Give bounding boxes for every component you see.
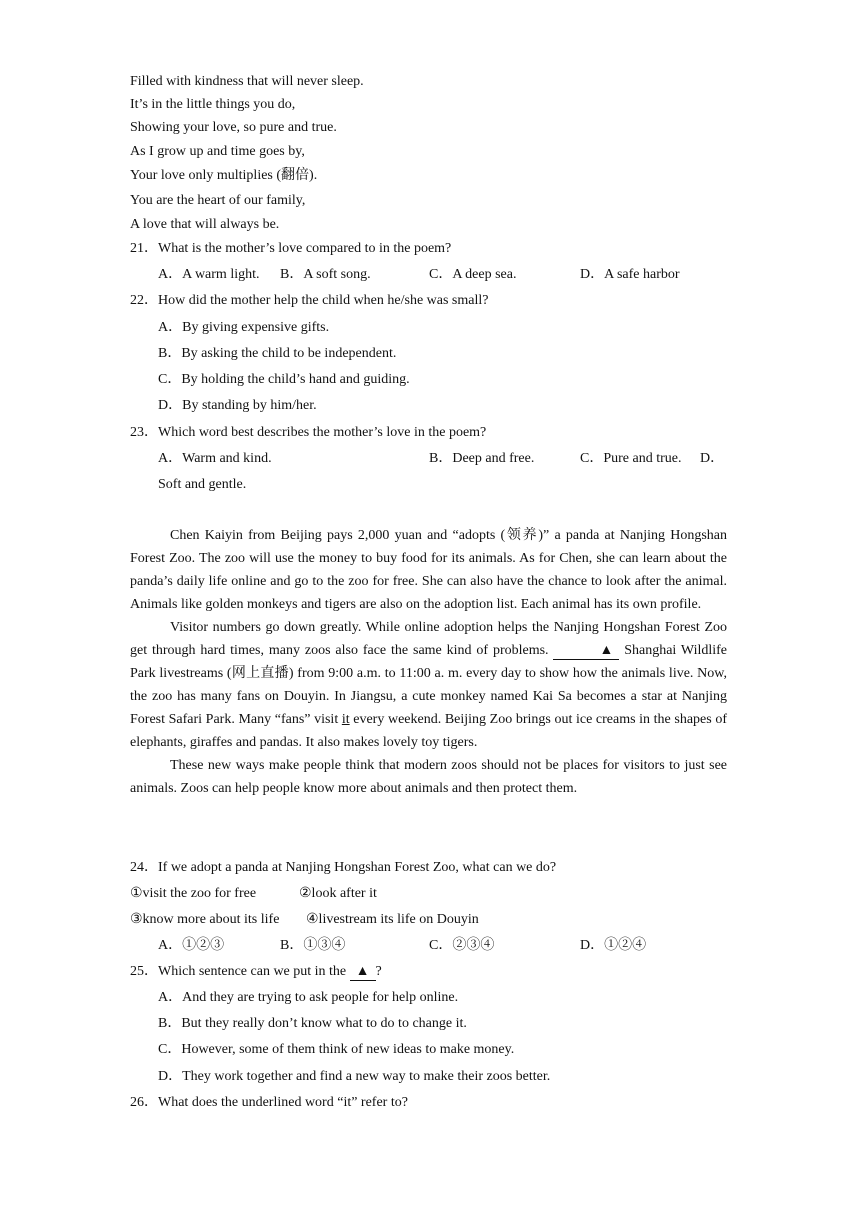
underlined-word: it bbox=[341, 712, 350, 727]
choice-item: ③know more about its life bbox=[130, 912, 280, 927]
passage-paragraph-3: These new ways make people think that modern zoos should not be places for visitors to just see animals. Zoos can help people know more about animals and then protect them. bbox=[130, 758, 727, 796]
option-a[interactable]: A．①②③ bbox=[158, 938, 225, 953]
choice-item: ②look after it bbox=[299, 886, 377, 901]
option-b[interactable]: B．But they really don’t know what to do to change it. bbox=[158, 1016, 467, 1031]
option-a[interactable]: A．By giving expensive gifts. bbox=[158, 320, 330, 335]
stem-text: 25．Which sentence can we put in the bbox=[130, 964, 347, 979]
question-25-stem bbox=[130, 963, 382, 981]
option-c[interactable]: C．By holding the child’s hand and guiding. bbox=[158, 372, 410, 387]
option-c[interactable]: C．A deep sea. bbox=[429, 267, 517, 282]
option-c[interactable]: C．②③④ bbox=[429, 938, 495, 953]
stem-end: ? bbox=[375, 964, 382, 979]
question-23-stem: 23．Which word best describes the mother’s love in the poem? bbox=[130, 425, 487, 440]
option-d[interactable]: D． bbox=[700, 451, 725, 466]
option-d-text[interactable]: Soft and gentle. bbox=[158, 477, 247, 492]
reading-passage bbox=[130, 524, 727, 800]
option-c[interactable]: C．However, some of them think of new ideas to make money. bbox=[158, 1042, 515, 1057]
option-c[interactable]: C．Pure and true. bbox=[580, 451, 682, 466]
choice-item: ④livestream its life on Douyin bbox=[306, 912, 479, 927]
option-d[interactable]: D．By standing by him/her. bbox=[158, 398, 317, 413]
option-b[interactable]: B．Deep and free. bbox=[429, 451, 535, 466]
poem-line: Filled with kindness that will never sleep. bbox=[130, 74, 364, 89]
passage-text: Shanghai Wildlife Park livestreams (网上直播) from 9:00 a.m. to 11:00 a. m. every day to show how the animals live. Now, the zoo has many fans on Douyin. In Jiangsu, a cute monkey named Kai Sa becomes a star at Nanjing Forest Safari Park. Many “fans” visit bbox=[130, 643, 728, 727]
option-d[interactable]: D．①②④ bbox=[580, 938, 647, 953]
passage-text: every weekend. Beijing Zoo brings out ice creams in the shapes of elephants, giraffes and pandas. It also makes lovely toy tigers. bbox=[130, 712, 728, 750]
poem-line: Your love only multiplies (翻倍). bbox=[130, 168, 318, 183]
option-a[interactable]: A．A warm light. bbox=[158, 267, 260, 282]
passage-paragraph-1: Chen Kaiyin from Beijing pays 2,000 yuan and “adopts (领养)” a panda at Nanjing Hongshan Forest Zoo. The zoo will use the money to buy food for its animals. As for Chen, she can learn about the panda’s daily life online and go to the zoo for free. She can also have the chance to look after the animal. Animals like golden monkeys and tigers are also on the adoption list. Each animal has its own profile. bbox=[130, 528, 727, 612]
question-24-stem: 24．If we adopt a panda at Nanjing Hongshan Forest Zoo, what can we do? bbox=[130, 860, 557, 875]
passage-paragraph-2 bbox=[130, 616, 727, 754]
answer-blank: ▲ bbox=[553, 643, 619, 660]
poem-line: As I grow up and time goes by, bbox=[130, 144, 305, 159]
poem-line: A love that will always be. bbox=[130, 217, 280, 232]
option-b[interactable]: B．By asking the child to be independent. bbox=[158, 346, 397, 361]
question-26-stem: 26．What does the underlined word “it” refer to? bbox=[130, 1095, 408, 1110]
question-22-stem: 22．How did the mother help the child when he/she was small? bbox=[130, 293, 489, 308]
poem-line: Showing your love, so pure and true. bbox=[130, 120, 337, 135]
option-a[interactable]: A．And they are trying to ask people for help online. bbox=[158, 990, 459, 1005]
option-b[interactable]: B．①③④ bbox=[280, 938, 346, 953]
passage-text: Visitor numbers go down greatly. While online adoption helps the Nanjing Hongshan Forest Zoo get through hard times, many zoos also face the same kind of problems. bbox=[130, 620, 727, 658]
option-d[interactable]: D．A safe harbor bbox=[580, 267, 680, 282]
poem-line: You are the heart of our family, bbox=[130, 193, 306, 208]
option-a[interactable]: A．Warm and kind. bbox=[158, 451, 272, 466]
option-d[interactable]: D．They work together and find a new way to make their zoos better. bbox=[158, 1069, 551, 1084]
poem-line: It’s in the little things you do, bbox=[130, 97, 296, 112]
option-b[interactable]: B．A soft song. bbox=[280, 267, 371, 282]
choice-item: ①visit the zoo for free bbox=[130, 886, 257, 901]
answer-blank: ▲ bbox=[350, 964, 376, 981]
question-21-stem: 21．What is the mother’s love compared to in the poem? bbox=[130, 241, 452, 256]
